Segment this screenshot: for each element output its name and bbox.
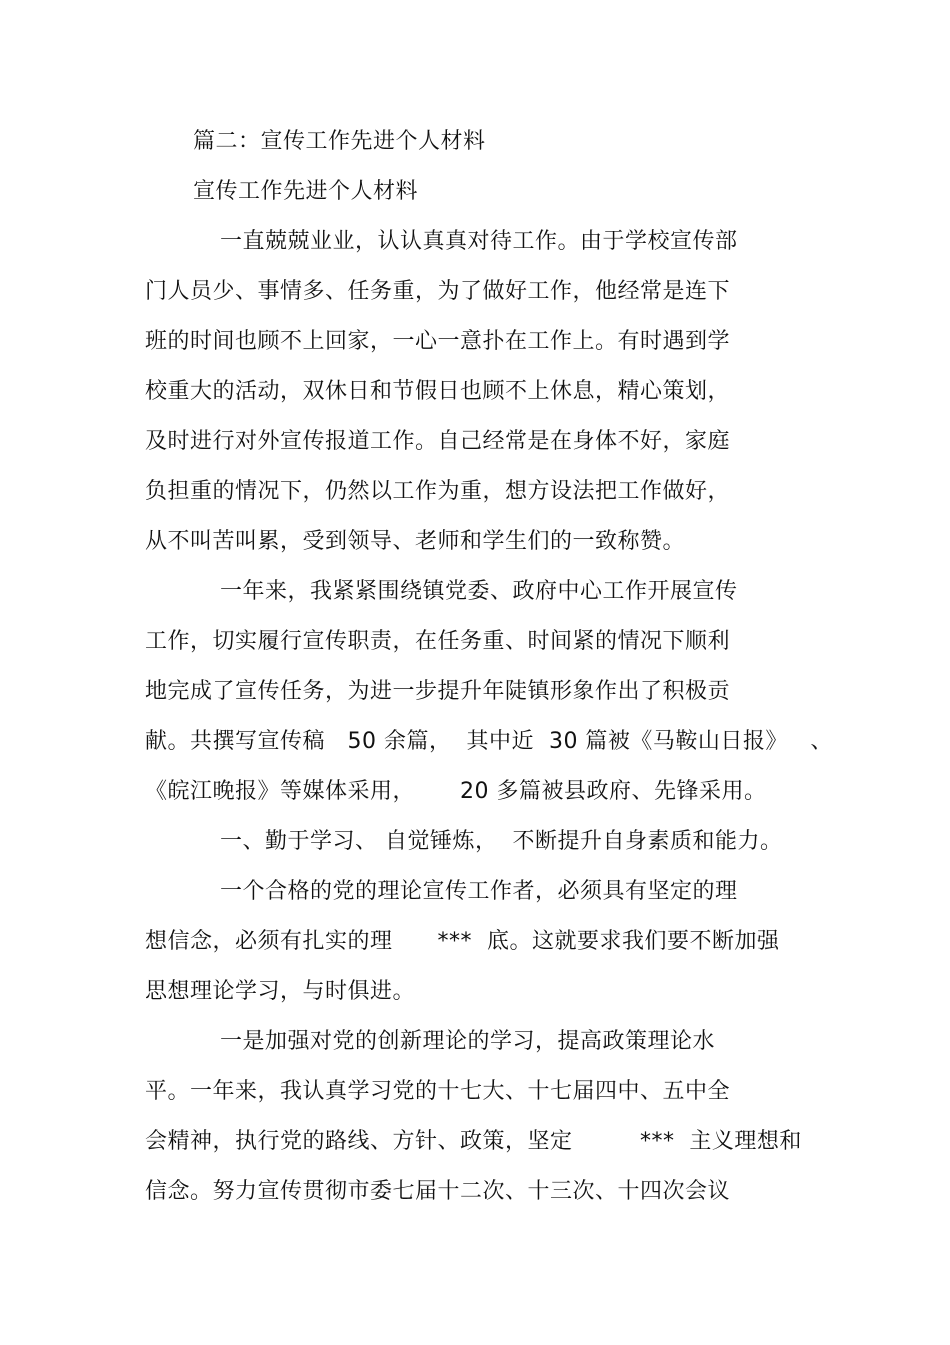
- paragraph-line: 及时进行对外宣传报道工作。自己经常是在身体不好，家庭: [145, 429, 731, 454]
- paragraph-line: 信念。努力宣传贯彻市委七届十二次、十三次、十四次会议: [145, 1179, 731, 1204]
- section-subheading: 一、勤于学习、 自觉锤炼， 不断提升自身素质和能力。: [220, 829, 783, 854]
- paragraph-line: 献。共撰写宣传稿 50 余篇， 其中近 30 篇被《马鞍山日报》 、: [145, 729, 833, 754]
- paragraph-line: 一年来，我紧紧围绕镇党委、政府中心工作开展宣传: [220, 579, 738, 604]
- paragraph-line: 会精神，执行党的路线、方针、政策，坚定 *** 主义理想和: [145, 1129, 802, 1154]
- paragraph-line: 地完成了宣传任务，为进一步提升年陡镇形象作出了积极贡: [145, 679, 731, 704]
- paragraph-line: 思想理论学习，与时俱进。: [145, 979, 416, 1004]
- paragraph-line: 从不叫苦叫累，受到领导、老师和学生们的一致称赞。: [145, 529, 686, 554]
- paragraph-line: 想信念，必须有扎实的理 *** 底。这就要求我们要不断加强: [145, 929, 780, 954]
- paragraph-line: 《皖江晚报》等媒体采用， 20 多篇被县政府、先锋采用。: [145, 779, 767, 804]
- paragraph-line: 校重大的活动，双休日和节假日也顾不上休息，精心策划，: [145, 379, 731, 404]
- paragraph-line: 门人员少、事情多、任务重，为了做好工作，他经常是连下: [145, 279, 731, 304]
- paragraph-line: 平。一年来，我认真学习党的十七大、十七届四中、五中全: [145, 1079, 731, 1104]
- section-heading: 篇二：宣传工作先进个人材料: [193, 129, 486, 154]
- paragraph-line: 一个合格的党的理论宣传工作者，必须具有坚定的理: [220, 879, 738, 904]
- paragraph-line: 班的时间也顾不上回家，一心一意扑在工作上。有时遇到学: [145, 329, 731, 354]
- paragraph-line: 一直兢兢业业，认认真真对待工作。由于学校宣传部: [220, 229, 738, 254]
- document-title: 宣传工作先进个人材料: [193, 179, 419, 204]
- paragraph-line: 一是加强对党的创新理论的学习，提高政策理论水: [220, 1029, 716, 1054]
- paragraph-line: 负担重的情况下，仍然以工作为重，想方设法把工作做好，: [145, 479, 731, 504]
- paragraph-line: 工作，切实履行宣传职责，在任务重、时间紧的情况下顺利: [145, 629, 731, 654]
